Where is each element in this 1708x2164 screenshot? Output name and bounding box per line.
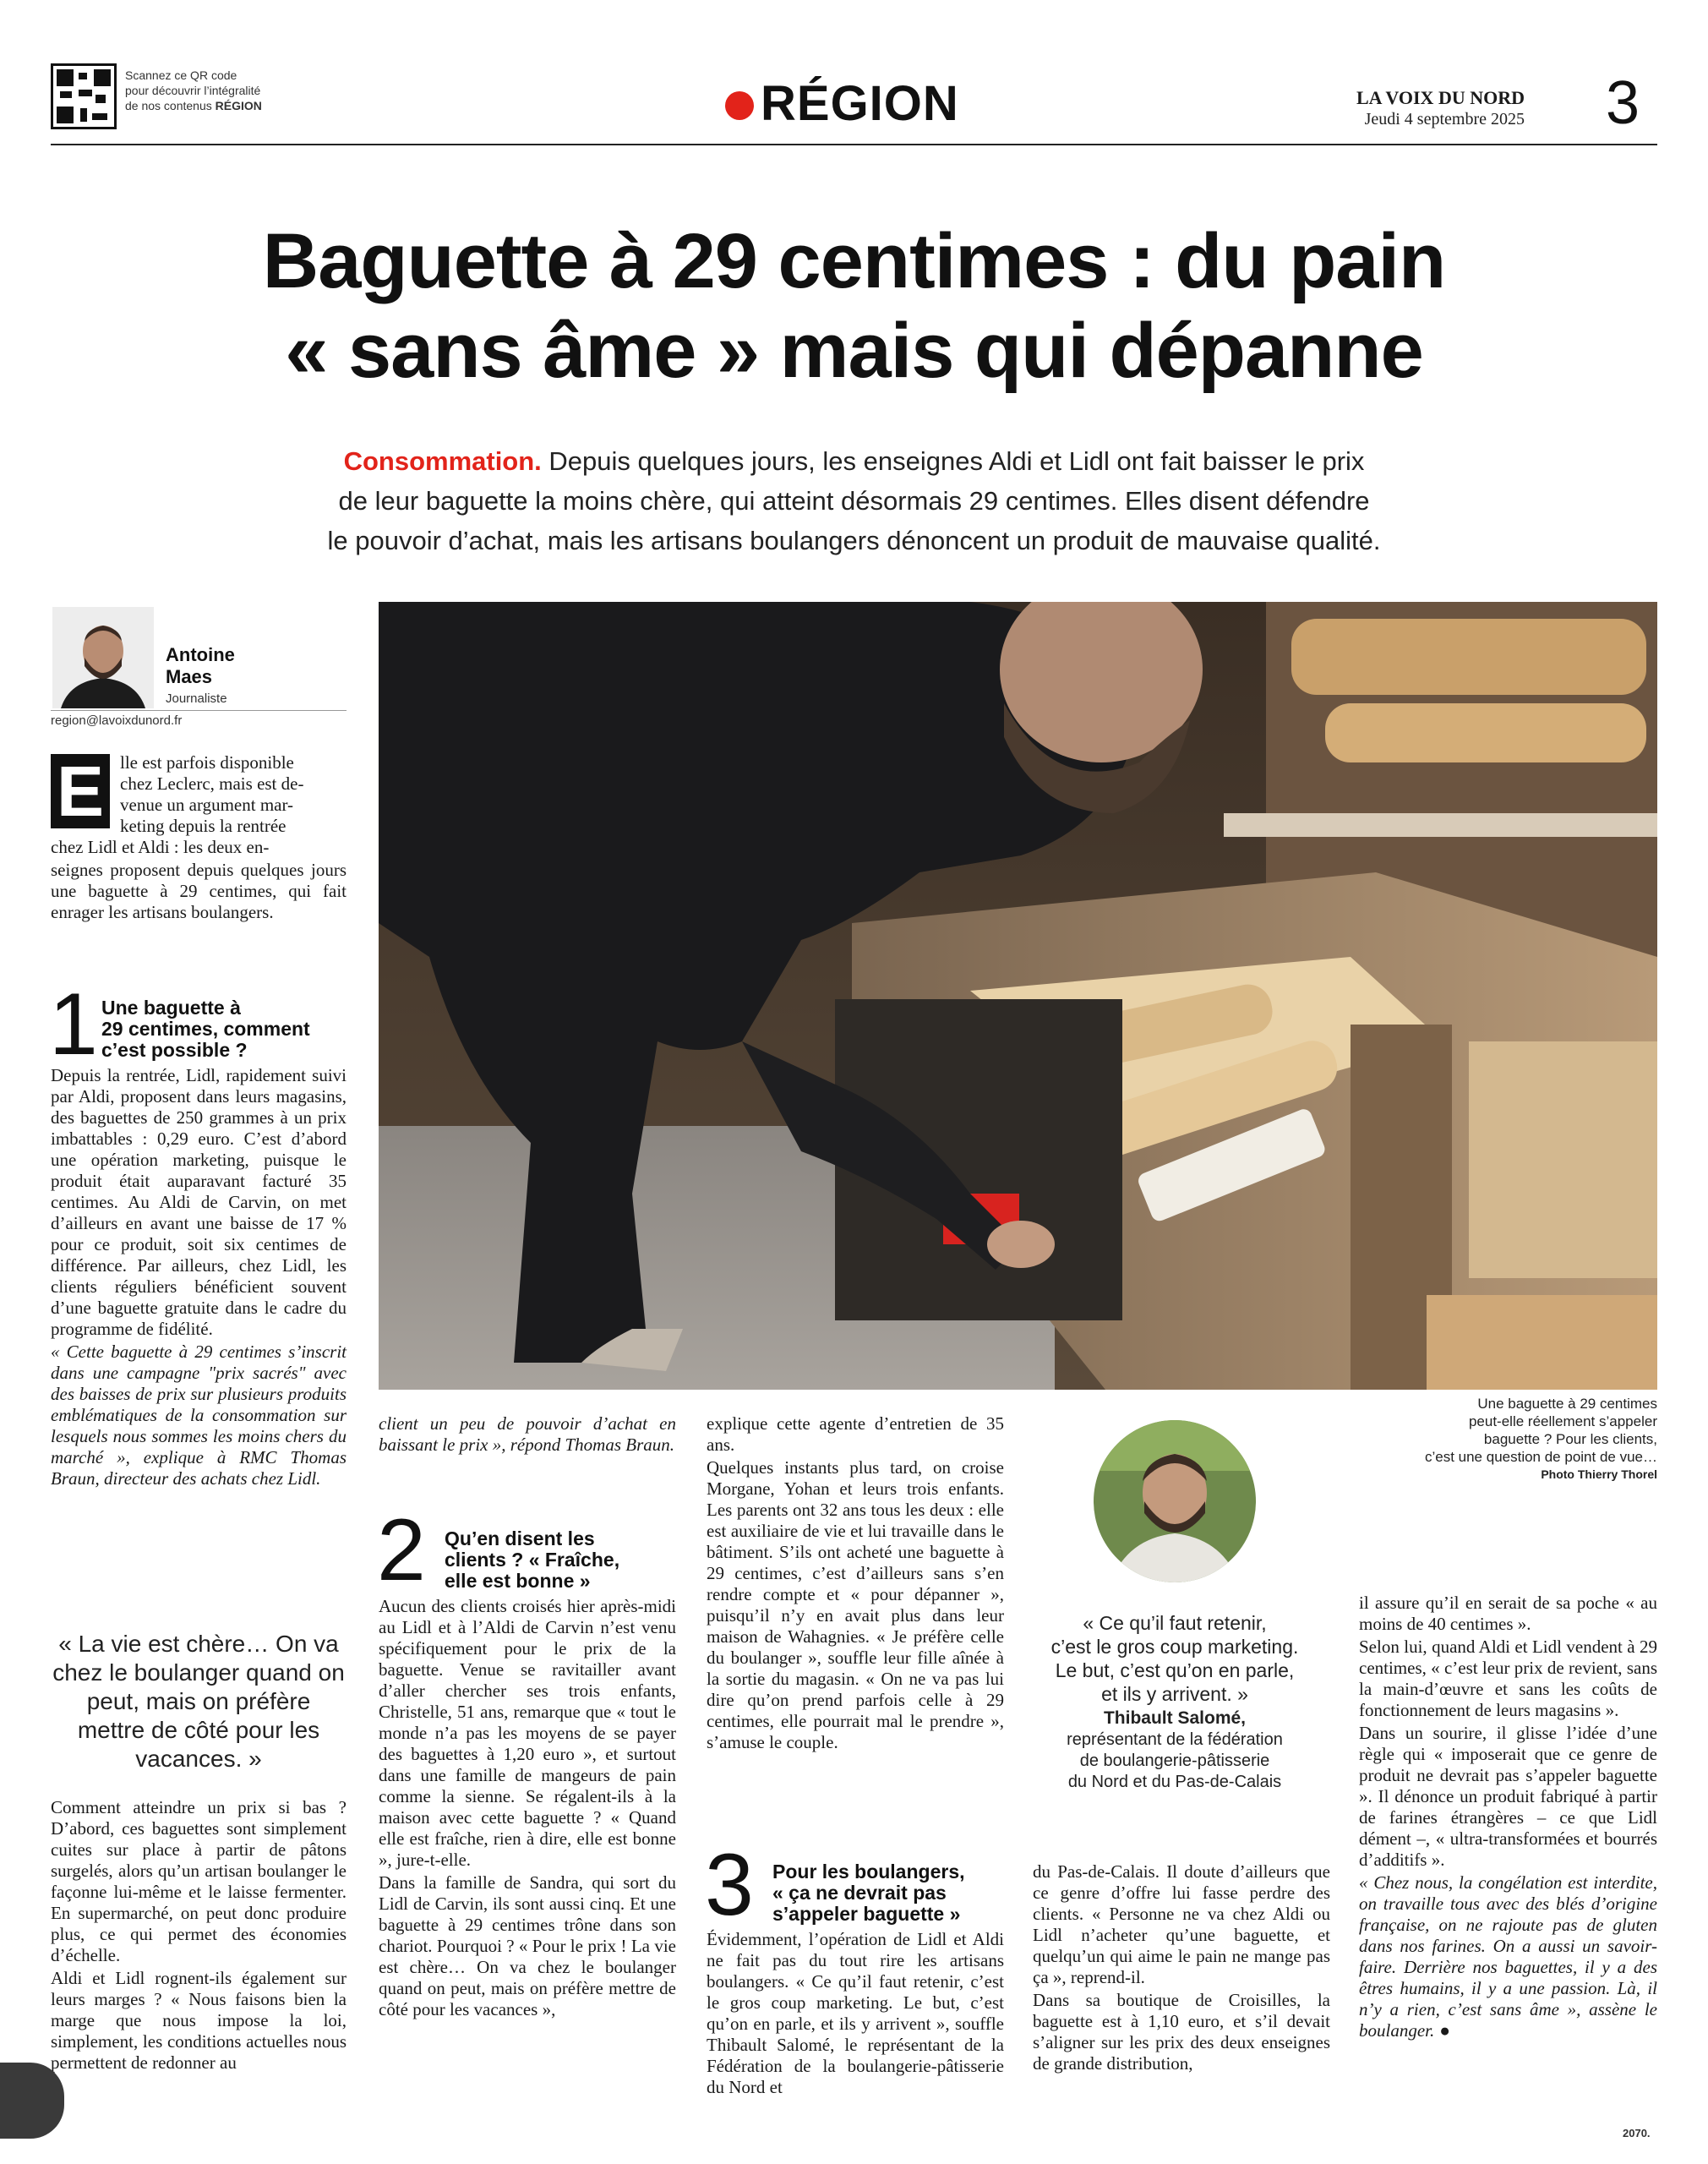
column-5 <box>1359 1593 1657 2043</box>
header-divider <box>51 144 1657 145</box>
page-corner-tab <box>0 2063 64 2139</box>
intro-line: venue un argument mar- <box>120 795 294 815</box>
section-title-line: Une baguette à <box>101 997 241 1019</box>
section-1-number: 1 <box>49 975 98 1074</box>
paragraph: du Pas-de-Calais. Il doute d’ailleurs que ce genre d’offre lui fasse perdre des clients. « Personne ne va chez Aldi ou Lidl n’acheter qu’une baguette, et quelqu’un qui aime le pain ne mange pas ça », reprend-il. <box>1033 1861 1330 1987</box>
section-1-title <box>101 997 310 1061</box>
author-divider <box>51 710 347 711</box>
paragraph: Aldi et Lidl rognent-ils également sur leurs marges ? « Nous faisons bien la marge que nous impose la loi, simplement, les conditions actuelles nous permettent de redonner au <box>51 1968 347 2073</box>
qr-caption-line: Scannez ce QR code <box>125 68 237 82</box>
dropcap: E <box>51 754 110 828</box>
end-mark-icon: ● <box>1439 2020 1450 2041</box>
section-title-line: s’appeler baguette » <box>772 1903 961 1925</box>
author-first-name: Antoine <box>166 644 235 665</box>
intro-lines <box>120 752 347 837</box>
section-3-number: 3 <box>705 1836 754 1934</box>
paragraph: explique cette agente d’entretien de 35 ans. <box>707 1413 1004 1455</box>
interviewee-photo <box>1094 1420 1256 1582</box>
paragraph: Selon lui, quand Aldi et Lidl vendent à 29 centimes, « c’est leur prix de revient, sans la main-d’œuvre et sans les coûts de fonctionnement de leurs magasins ». <box>1359 1637 1657 1720</box>
headline <box>51 216 1657 396</box>
intro-paragraph: seignes proposent depuis quelques jours une baguette à 29 centimes, qui fait enrager les artisans boulangers. <box>51 860 347 922</box>
column-2 <box>379 1413 676 1457</box>
caption-line: peut-elle réellement s’appeler <box>1468 1413 1657 1429</box>
column-3 <box>707 1413 1004 1755</box>
main-photo <box>379 602 1657 1390</box>
column-3-body <box>707 1929 1004 2100</box>
photo-caption <box>1268 1395 1657 1484</box>
newspaper-name: LA VOIX DU NORD <box>1356 87 1525 108</box>
intro-line: chez Leclerc, mais est de- <box>120 773 304 794</box>
author-email[interactable]: region@lavoixdunord.fr <box>51 713 183 728</box>
qr-caption-line: pour découvrir l’intégralité <box>125 84 261 97</box>
standfirst <box>51 441 1657 560</box>
paragraph: Comment atteindre un prix si bas ? D’abord, ces baguettes sont simplement cuites sur place à partir de pâtons surgelés, alors qu’un artisan boulanger le façonne lui-même et le laisse fermenter. En supermarché, on peut donc produire plus, ce qui permet des économies d’échelle. <box>51 1797 347 1965</box>
standfirst-text: Depuis quelques jours, les enseignes Aldi et Lidl ont fait baisser le prix <box>548 446 1365 476</box>
page-code: 2070. <box>1623 2127 1651 2139</box>
quote-line: « Ce qu’il faut retenir, <box>1083 1612 1267 1634</box>
author-last-name: Maes <box>166 666 213 687</box>
section-title-line: Qu’en disent les <box>445 1527 595 1549</box>
column-1 <box>51 752 347 925</box>
author-name <box>166 644 235 688</box>
paragraph: Dans la famille de Sandra, qui sort du Lidl de Carvin, ils sont aussi cinq. Et une baguette à 29 centimes trône dans son chariot. Pourquoi ? « Pour le prix ! La vie est chère… On va chez le boulanger quand on peut, mais on préfère mettre de côté pour les vacances », <box>379 1872 676 2019</box>
paragraph: Évidemment, l’opération de Lidl et Aldi ne fait pas du tout rire les artisans boulangers. « Ce qu’il faut retenir, c’est le gros coup marketing. Le but, c’est qu’on en parle, et ils y arrivent », souffle Thibault Salomé, le représentant de la Fédération de la boulangerie-pâtisserie du Nord et <box>707 1929 1004 2097</box>
qr-caption-line <box>125 98 262 113</box>
quote-line: c’est le gros coup marketing. <box>1050 1636 1299 1658</box>
quote-author: Thibault Salomé, <box>1103 1708 1247 1728</box>
paragraph-quote: « Cette baguette à 29 centimes s’inscrit dans une campagne "prix sacrés" avec des baisses de prix sur plusieurs produits emblématiques de la consommation sur lesquels nous sommes les moins chers du marché », explique à RMC Thomas Braun, directeur des achats chez Lidl. <box>51 1342 347 1489</box>
section-title-line: Pour les boulangers, <box>772 1861 965 1883</box>
qr-code[interactable] <box>51 63 117 129</box>
paragraph: Quelques instants plus tard, on croise Morgane, Yohan et leurs trois enfants. Les parents ont 32 ans tous les deux : elle est auxiliaire de vie et lui travaille dans le bâtiment. S’ils ont acheté une baguette à 29 centimes, c’est d’ailleurs sans s’en rendre compte et « pour dépanner », puisqu’il n’y en avait plus dans leur maison de Wahagnies. « Je préfère celle du boulanger », souffle leur fille aînée à la sortie du magasin. « On ne va pas lui dire qu’on prend parfois celle à 29 centimes, elle pourrait mal le prendre », s’amuse le couple. <box>707 1457 1004 1752</box>
author-photo <box>52 607 154 708</box>
quote-line: et ils y arrivent. » <box>1101 1683 1248 1705</box>
section-label: RÉGION <box>761 76 959 131</box>
standfirst-line: le pouvoir d’achat, mais les artisans boulangers dénoncent un produit de mauvaise qualité. <box>327 526 1381 555</box>
section-title-line: c’est possible ? <box>101 1039 248 1061</box>
page-number: 3 <box>1606 69 1640 137</box>
paragraph: client un peu de pouvoir d’achat en baissant le prix », répond Thomas Braun. <box>379 1413 676 1455</box>
section-2-title <box>445 1528 619 1592</box>
section-3-title <box>772 1861 965 1925</box>
photo-credit: Photo Thierry Thorel <box>1541 1467 1657 1481</box>
caption-line: c’est une question de point de vue… <box>1424 1449 1657 1465</box>
section-title-line: « ça ne devrait pas <box>772 1882 947 1904</box>
paragraph-quote: « Chez nous, la congélation est interdite, on travaille tous avec des blés d’origine française, on ne rajoute pas de gluten dans nos farines. On a aussi un savoir-faire. Derrière nos baguettes, il y a des êtres humains, il y a une passion. Là, il n’y a rien, c’est sans âme », assène le boulanger. ● <box>1359 1872 1657 2041</box>
author-role: Journaliste <box>166 691 227 706</box>
intro-line: lle est parfois disponible <box>120 752 294 773</box>
column-4 <box>1033 1861 1330 2076</box>
quote-author-role: représentant de la fédération <box>1067 1730 1283 1749</box>
qr-caption <box>125 68 262 113</box>
standfirst-kicker: Consommation. <box>343 446 542 476</box>
quote-author-role: de boulangerie-pâtisserie <box>1079 1751 1270 1770</box>
section-title-line: clients ? « Fraîche, <box>445 1549 620 1571</box>
quote-author-role: du Nord et du Pas-de-Calais <box>1067 1773 1282 1791</box>
paragraph: Dans un sourire, il glisse l’idée d’une règle qui « imposerait que ce genre de produit ne devrait pas s’appeler baguette ». Il dénonce un produit fabriqué à partir de farines étrangères – ce que Lidl dément –, « ultra-transformées et bourrés d’additifs ». <box>1359 1723 1657 1870</box>
section-title-line: elle est bonne » <box>445 1570 591 1592</box>
intro-line: keting depuis la rentrée <box>120 816 286 836</box>
paragraph: il assure qu’il en serait de sa poche « au moins de 40 centimes ». <box>1359 1593 1657 1634</box>
section-dot-icon <box>725 91 754 120</box>
pull-quote: « La vie est chère… On va chez le boulanger quand on peut, mais on préfère mettre de côté pour les vacances. » <box>52 1631 345 1772</box>
issue-date: Jeudi 4 septembre 2025 <box>1364 110 1525 128</box>
paragraph: Depuis la rentrée, Lidl, rapidement suivi par Aldi, proposent dans leurs magasins, des baguettes de 250 grammes à un prix imbattables : 0,29 euro. C’est d’abord une opération marketing, puisque le produit était auparavant facturé 35 centimes. Au Aldi de Carvin, on met d’ailleurs en avant une baisse de 17 % pour ce produit, soit six centimes de différence. Par ailleurs, chez Lidl, les clients réguliers bénéficient souvent d’une baguette gratuite dans le cadre du programme de fidélité. <box>51 1065 347 1339</box>
qr-caption-bold: RÉGION <box>215 99 262 112</box>
caption-line: Une baguette à 29 centimes <box>1477 1396 1657 1412</box>
column-2-body <box>379 1596 676 2022</box>
paragraph: Aucun des clients croisés hier après-midi au Lidl et à l’Aldi de Carvin n’est venu spécifiquement pour le prix de la baguette. Venue se ravitailler avant d’aller chercher ses trois enfants, Christelle, 51 ans, remarque que « tout le monde n’a pas les moyens de se payer des baguettes à 1,20 euro », et surtout dans une famille de mangeurs de pain comme la sienne. Se régalent-ils à la maison avec cette baguette ? « Quand elle est fraîche, rien à dire, elle est bonne », jure-t-elle. <box>379 1596 676 1870</box>
qr-caption-text: de nos contenus <box>125 99 212 112</box>
caption-line: baguette ? Pour les clients, <box>1483 1431 1657 1447</box>
section-2-number: 2 <box>377 1501 426 1599</box>
standfirst-line: de leur baguette la moins chère, qui atteint désormais 29 centimes. Elles disent défendre <box>338 486 1370 516</box>
interview-quote <box>1031 1611 1318 1793</box>
column-1-body-end <box>51 1797 347 2075</box>
column-1-body <box>51 1065 347 1491</box>
section-title-line: 29 centimes, comment <box>101 1018 310 1040</box>
quote-line: Le but, c’est qu’on en parle, <box>1055 1659 1295 1681</box>
standfirst-line <box>51 441 1657 481</box>
headline-line: Baguette à 29 centimes : du pain <box>262 218 1446 304</box>
intro-line: chez Lidl et Aldi : les deux en- <box>51 837 270 857</box>
headline-line: « sans âme » mais qui dépanne <box>285 308 1423 394</box>
paragraph: Dans sa boutique de Croisilles, la baguette est à 1,10 euro, et s’il devait s’aligner sur les prix des deux enseignes de grande distribution, <box>1033 1990 1330 2074</box>
